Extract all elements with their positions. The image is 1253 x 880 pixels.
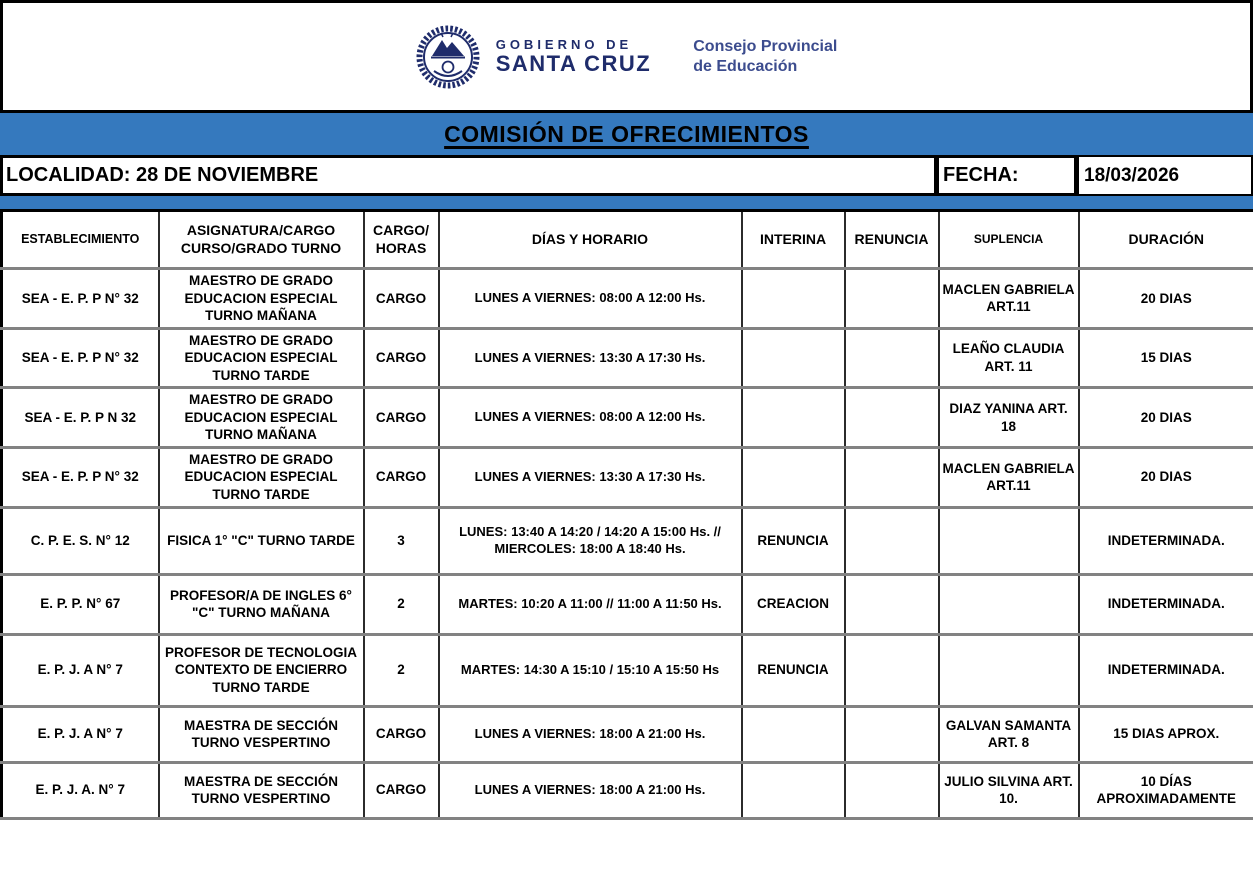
cell-dias-horario: LUNES A VIERNES: 18:00 A 21:00 Hs. bbox=[439, 706, 742, 762]
cell-establecimiento: SEA - E. P. P N 32 bbox=[2, 388, 159, 448]
cell-establecimiento: C. P. E. S. N° 12 bbox=[2, 507, 159, 574]
cell-cargo-horas: 2 bbox=[364, 574, 439, 634]
cell-asignatura: MAESTRO DE GRADO EDUCACION ESPECIAL TURNO TARDE bbox=[159, 447, 364, 507]
cell-asignatura: MAESTRO DE GRADO EDUCACION ESPECIAL TURNO MAÑANA bbox=[159, 388, 364, 448]
cell-interina bbox=[742, 706, 845, 762]
column-header-3: CARGO/ HORAS bbox=[364, 211, 439, 269]
cell-suplencia: MACLEN GABRIELA ART.11 bbox=[939, 447, 1079, 507]
cell-dias-horario: LUNES A VIERNES: 18:00 A 21:00 Hs. bbox=[439, 762, 742, 818]
cell-renuncia bbox=[845, 269, 939, 329]
column-header-1: ESTABLECIMIENTO bbox=[2, 211, 159, 269]
santa-cruz-text: SANTA CRUZ bbox=[495, 50, 652, 76]
document-header bbox=[0, 0, 1253, 113]
cell-duracion: 20 DIAS bbox=[1079, 269, 1253, 329]
cell-asignatura: MAESTRA DE SECCIÓN TURNO VESPERTINO bbox=[159, 762, 364, 818]
cell-dias-horario: LUNES A VIERNES: 08:00 A 12:00 Hs. bbox=[439, 269, 742, 329]
org-line-1: Consejo Provincial bbox=[693, 38, 838, 56]
cell-suplencia bbox=[939, 507, 1079, 574]
column-header-8: DURACIÓN bbox=[1079, 211, 1253, 269]
cell-dias-horario: LUNES A VIERNES: 13:30 A 17:30 Hs. bbox=[439, 447, 742, 507]
cell-renuncia bbox=[845, 574, 939, 634]
table-row bbox=[2, 634, 1253, 706]
cell-asignatura: PROFESOR/A DE INGLES 6° "C" TURNO MAÑANA bbox=[159, 574, 364, 634]
cell-dias-horario: MARTES: 10:20 A 11:00 // 11:00 A 11:50 Hs. bbox=[439, 574, 742, 634]
page-title: COMISIÓN DE OFRECIMIENTOS bbox=[444, 120, 809, 147]
organization-name bbox=[693, 37, 837, 75]
cell-cargo-horas: CARGO bbox=[364, 388, 439, 448]
column-header-2: ASIGNATURA/CARGO CURSO/GRADO TURNO bbox=[159, 211, 364, 269]
separator-bar bbox=[0, 196, 1253, 209]
table-row bbox=[2, 507, 1253, 574]
table-row bbox=[2, 762, 1253, 818]
cell-cargo-horas: CARGO bbox=[364, 269, 439, 329]
cell-suplencia: MACLEN GABRIELA ART.11 bbox=[939, 269, 1079, 329]
cell-suplencia bbox=[939, 634, 1079, 706]
cell-duracion: 15 DIAS APROX. bbox=[1079, 706, 1253, 762]
cell-cargo-horas: 2 bbox=[364, 634, 439, 706]
cell-suplencia: GALVAN SAMANTA ART. 8 bbox=[939, 706, 1079, 762]
cell-renuncia bbox=[845, 706, 939, 762]
cell-renuncia bbox=[845, 634, 939, 706]
cell-suplencia: LEAÑO CLAUDIA ART. 11 bbox=[939, 328, 1079, 388]
cell-establecimiento: E. P. J. A. N° 7 bbox=[2, 762, 159, 818]
title-banner bbox=[0, 113, 1253, 155]
cell-duracion: 20 DIAS bbox=[1079, 388, 1253, 448]
cell-establecimiento: E. P. J. A N° 7 bbox=[2, 706, 159, 762]
table-row bbox=[2, 269, 1253, 329]
cell-cargo-horas: CARGO bbox=[364, 762, 439, 818]
cell-duracion: 20 DIAS bbox=[1079, 447, 1253, 507]
table-row bbox=[2, 706, 1253, 762]
cell-interina: RENUNCIA bbox=[742, 634, 845, 706]
table-row bbox=[2, 447, 1253, 507]
cell-suplencia: JULIO SILVINA ART. 10. bbox=[939, 762, 1079, 818]
cell-interina: CREACION bbox=[742, 574, 845, 634]
cell-asignatura: PROFESOR DE TECNOLOGIA CONTEXTO DE ENCIERRO TURNO TARDE bbox=[159, 634, 364, 706]
cell-interina: RENUNCIA bbox=[742, 507, 845, 574]
cell-asignatura: MAESTRO DE GRADO EDUCACION ESPECIAL TURNO TARDE bbox=[159, 328, 364, 388]
fecha-label: FECHA: bbox=[937, 155, 1077, 196]
cell-renuncia bbox=[845, 447, 939, 507]
cell-asignatura: MAESTRO DE GRADO EDUCACION ESPECIAL TURNO MAÑANA bbox=[159, 269, 364, 329]
cell-duracion: INDETERMINADA. bbox=[1079, 507, 1253, 574]
cell-duracion: INDETERMINADA. bbox=[1079, 574, 1253, 634]
cell-renuncia bbox=[845, 507, 939, 574]
cell-suplencia bbox=[939, 574, 1079, 634]
fecha-value: 18/03/2026 bbox=[1077, 155, 1253, 196]
cell-cargo-horas: CARGO bbox=[364, 706, 439, 762]
cell-establecimiento: E. P. P. N° 67 bbox=[2, 574, 159, 634]
cell-renuncia bbox=[845, 328, 939, 388]
column-header-5: INTERINA bbox=[742, 211, 845, 269]
cell-interina bbox=[742, 447, 845, 507]
cell-establecimiento: SEA - E. P. P N° 32 bbox=[2, 269, 159, 329]
cell-cargo-horas: CARGO bbox=[364, 328, 439, 388]
government-wordmark bbox=[496, 38, 652, 75]
column-header-6: RENUNCIA bbox=[845, 211, 939, 269]
cell-renuncia bbox=[845, 388, 939, 448]
cell-interina bbox=[742, 328, 845, 388]
cell-cargo-horas: 3 bbox=[364, 507, 439, 574]
cell-interina bbox=[742, 388, 845, 448]
cell-duracion: 10 DÍAS APROXIMADAMENTE bbox=[1079, 762, 1253, 818]
localidad-field: LOCALIDAD: 28 DE NOVIEMBRE bbox=[0, 155, 937, 196]
table-row bbox=[2, 574, 1253, 634]
cell-dias-horario: LUNES: 13:40 A 14:20 / 14:20 A 15:00 Hs. // MIERCOLES: 18:00 A 18:40 Hs. bbox=[439, 507, 742, 574]
cell-renuncia bbox=[845, 762, 939, 818]
info-bar bbox=[0, 155, 1253, 196]
gobierno-de-text: GOBIERNO DE bbox=[495, 37, 633, 53]
cell-dias-horario: MARTES: 14:30 A 15:10 / 15:10 A 15:50 Hs bbox=[439, 634, 742, 706]
cell-dias-horario: LUNES A VIERNES: 08:00 A 12:00 Hs. bbox=[439, 388, 742, 448]
column-header-4: DÍAS Y HORARIO bbox=[439, 211, 742, 269]
table-row bbox=[2, 328, 1253, 388]
cell-dias-horario: LUNES A VIERNES: 13:30 A 17:30 Hs. bbox=[439, 328, 742, 388]
cell-interina bbox=[742, 269, 845, 329]
santa-cruz-seal-icon bbox=[416, 25, 480, 89]
cell-cargo-horas: CARGO bbox=[364, 447, 439, 507]
cell-duracion: INDETERMINADA. bbox=[1079, 634, 1253, 706]
org-line-2: de Educación bbox=[693, 57, 798, 75]
cell-establecimiento: E. P. J. A N° 7 bbox=[2, 634, 159, 706]
cell-establecimiento: SEA - E. P. P N° 32 bbox=[2, 447, 159, 507]
column-header-7: SUPLENCIA bbox=[939, 211, 1079, 269]
cell-suplencia: DIAZ YANINA ART. 18 bbox=[939, 388, 1079, 448]
cell-interina bbox=[742, 762, 845, 818]
offers-table bbox=[0, 209, 1253, 820]
cell-asignatura: FISICA 1° "C" TURNO TARDE bbox=[159, 507, 364, 574]
cell-establecimiento: SEA - E. P. P N° 32 bbox=[2, 328, 159, 388]
cell-asignatura: MAESTRA DE SECCIÓN TURNO VESPERTINO bbox=[159, 706, 364, 762]
table-row bbox=[2, 388, 1253, 448]
table-header-row bbox=[2, 211, 1253, 269]
cell-duracion: 15 DIAS bbox=[1079, 328, 1253, 388]
